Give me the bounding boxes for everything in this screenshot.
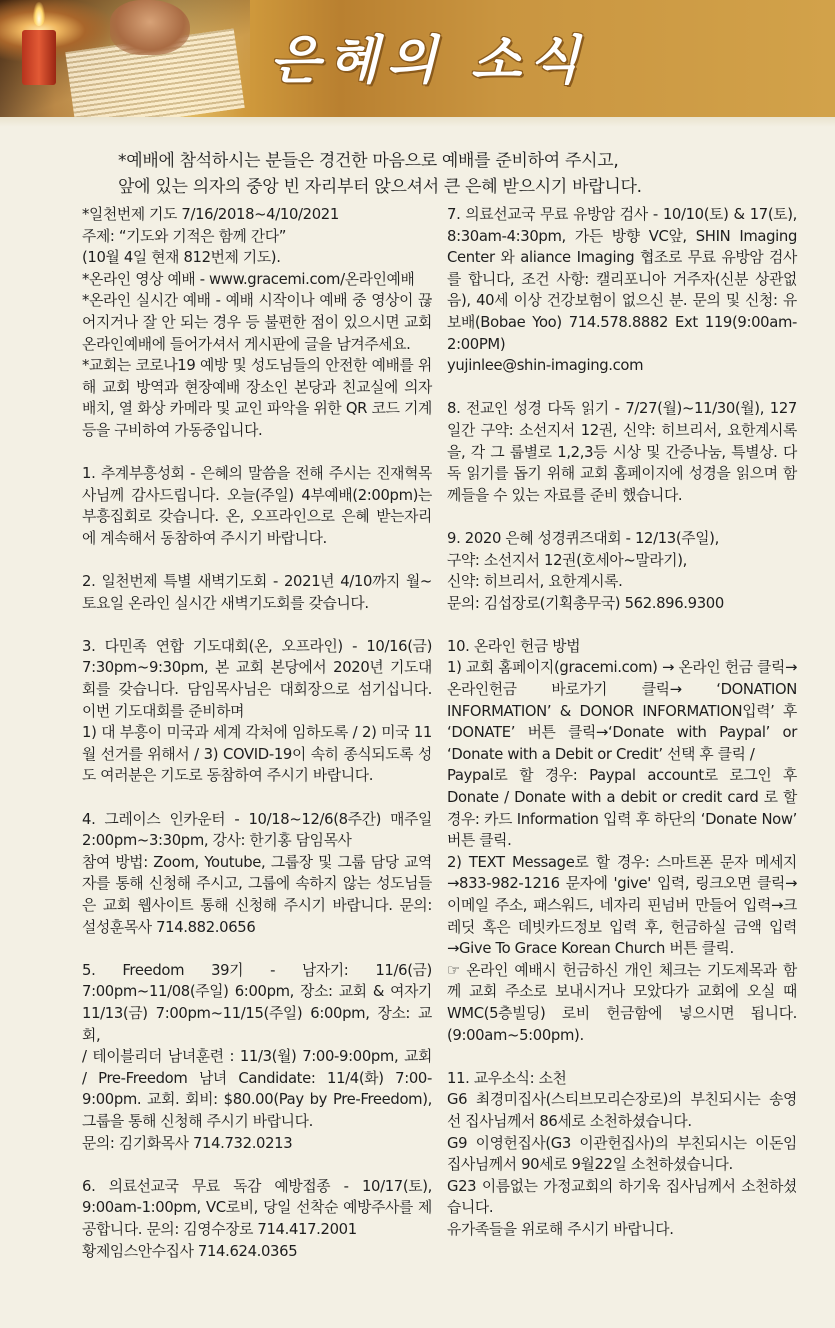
- announcement-item: 4. 그레이스 인카운터 - 10/18~12/6(8주간) 매주일 2:00pm~3:30pm, 강사: 한기홍 담임목사 참여 방법: Zoom, Youtube, 그룹장 및 그룹 담당 교역자를 통해 신청해 주시고, 그룹에 속하지 않는 성도님들은 교회 웹사이트 통해 신청해 주시기 바랍니다. 문의: 설성훈목사 714.882.0656: [82, 810, 432, 936]
- header-banner: [0, 0, 835, 117]
- candle-prayer-photo: [0, 0, 250, 117]
- announcement-item: 6. 의료선교국 무료 독감 예방접종 - 10/17(토), 9:00am-1:00pm, VC로비, 당일 선착순 예방주사를 제공합니다. 문의: 김영수장로 714.417.2001 황제임스안수집사 714.624.0365: [82, 1177, 432, 1260]
- right-column: [447, 204, 797, 1262]
- announcement-item: 11. 교우소식: 소천 G6 최경미집사(스티브모리슨장로)의 부친되시는 송영선 집사님께서 86세로 소천하셨습니다. G9 이영헌집사(G3 이관헌집사)의 부친되시는 이돈임 집사님께서 90세로 9월22일 소천하셨습니다. G23 이름없는 가정교회의 하기욱 집사님께서 소천하셨습니다. 유가족들을 위로해 주시기 바랍니다.: [447, 1069, 797, 1238]
- announcement-item: 3. 다민족 연합 기도대회(온, 오프라인) - 10/16(금) 7:30pm~9:30pm, 본 교회 본당에서 2020년 기도대회를 갖습니다. 담임목사님은 대회장으로 섬기십니다. 이번 기도대회를 준비하며 1) 대 부흥이 미국과 세계 각처에 임하도록 / 2) 미국 11월 선거를 위해서 / 3) COVID-19이 속히 종식되도록 성도 여러분은 기도로 동참하여 주시기 바랍니다.: [82, 637, 432, 785]
- announcement-item: 5. Freedom 39기 - 남자기: 11/6(금) 7:00pm~11/08(주일) 6:00pm, 장소: 교회 & 여자기 11/13(금) 7:00pm~11/15(주일) 6:00pm, 장소: 교회, / 테이블리더 남녀훈련 : 11/3(월) 7:00-9:00pm, 교회 / Pre-Freedom 남녀 Candidate: 11/4(화) 7:00-9:00pm. 교회. 회비: $80.00(Pay by Pre-Freedom), 그룹을 통해 신청해 주시기 바랍니다. 문의: 김기화목사 714.732.0213: [82, 961, 432, 1152]
- header-divider: [0, 117, 835, 127]
- announcement-item: 8. 전교인 성경 다독 읽기 - 7/27(월)~11/30(월), 127일간 구약: 소선지서 12권, 신약: 히브리서, 요한계시록을, 각 그 룹별로 1,2,3등 시상 및 간증나눔, 특별상. 다독 읽기를 돕기 위해 교회 홈페이지에 성경을 읽으며 함께들을 수 있는 자료를 준비 했습니다.: [447, 400, 797, 504]
- announcement-item: 1. 추계부흥성회 - 은혜의 말씀을 전해 주시는 진재혁목사님께 감사드립니다. 오늘(주일) 4부예배(2:00pm)는 부흥집회로 갖습니다. 온, 오프라인으로 은혜 받는자리에 계속해서 동참하여 주시기 바랍니다.: [82, 465, 432, 547]
- praying-hands-image: [110, 0, 190, 55]
- candle-image: [22, 30, 56, 85]
- flame-icon: [33, 2, 45, 26]
- left-column: [82, 204, 432, 1284]
- announcement-item: 10. 온라인 헌금 방법 1) 교회 홈페이지(gracemi.com) → 온라인 헌금 클릭→온라인헌금 바로가기 클릭→ ‘DONATION INFORMATION’ & DONOR INFORMATION입력’ 후 ‘DONATE’ 버튼 클릭→‘Donate with Paypal’ or ‘Donate with a Debit or Credit’ 선택 후 클릭 / Paypal로 할 경우: Paypal account로 로그인 후 Donate / Donate with a debit or credit card 로 할 경우: 카드 Information 입력 후 하단의 ‘Donate Now’ 버튼 클릭. 2) TEXT Message로 할 경우: 스마트폰 문자 메세지→833-982-1216 문자에 'give' 입력, 링크오면 클릭→이메일 주소, 패스워드, 네자리 핀넘버 만들어 입력→크레딧 혹은 데빗카드정보 입력 후, 헌금하실 금액 입력→Give To Grace Korean Church 버튼 클릭. ☞ 온라인 예배시 헌금하신 개인 체크는 기도제목과 함께 교회 주소로 보내시거나 모았다가 교회에 오실 때 WMC(5층빌딩) 로비 헌금함에 넣으시면 됩니다. (9:00am~5:00pm).: [447, 637, 797, 1044]
- announcement-item: 2. 일천번제 특별 새벽기도회 - 2021년 4/10까지 월~토요일 온라인 실시간 새벽기도회를 갖습니다.: [82, 573, 432, 612]
- announcement-item: 7. 의료선교국 무료 유방암 검사 - 10/10(토) & 17(토), 8:30am-4:30pm, 가든 방향 VC앞, SHIN Imaging Center 와 aliance Imaging 협조로 무료 유방암 검사를 합니다, 조건 사항: 캘리포니아 거주자(신분 상관없음), 40세 이상 건강보험이 없으신 분. 문의 및 신청: 유보배(Bobae Yoo) 714.578.8882 Ext 119(9:00am-2:00PM) yujinlee@shin-imaging.com: [447, 206, 797, 375]
- announcement-item: *일천번제 기도 7/16/2018~4/10/2021 주제: “기도와 기적은 함께 간다” (10월 4일 현재 812번제 기도). *온라인 영상 예배 - www.gracemi.com/온라인예배 *온라인 실시간 예배 - 예배 시작이나 예배 중 영상이 끊어지거나 잘 안 되는 경우 등 불편한 점이 있으시면 교회 온라인예배에 들어가셔서 게시판에 글을 남겨주세요. *교회는 코로나19 예방 및 성도님들의 안전한 예배를 위해 교회 방역과 현장예배 장소인 본당과 친교실에 의자 배치, 열 화상 카메라 및 교인 파악을 위한 QR 코드 기계 등을 구비하여 가동중입니다.: [82, 206, 432, 439]
- announcement-item: 9. 2020 은혜 성경퀴즈대회 - 12/13(주일), 구약: 소선지서 12권(호세아~말라기), 신약: 히브리서, 요한계시록. 문의: 김섭장로(기획총무국) 562.896.9300: [447, 529, 724, 612]
- worship-notice: *예배에 참석하시는 분들은 경건한 마음으로 예배를 준비하여 주시고, 앞에 있는 의자의 중앙 빈 자리부터 앉으셔서 큰 은혜 받으시기 바랍니다.: [118, 151, 642, 197]
- page-title: 은혜의 소식: [270, 30, 588, 91]
